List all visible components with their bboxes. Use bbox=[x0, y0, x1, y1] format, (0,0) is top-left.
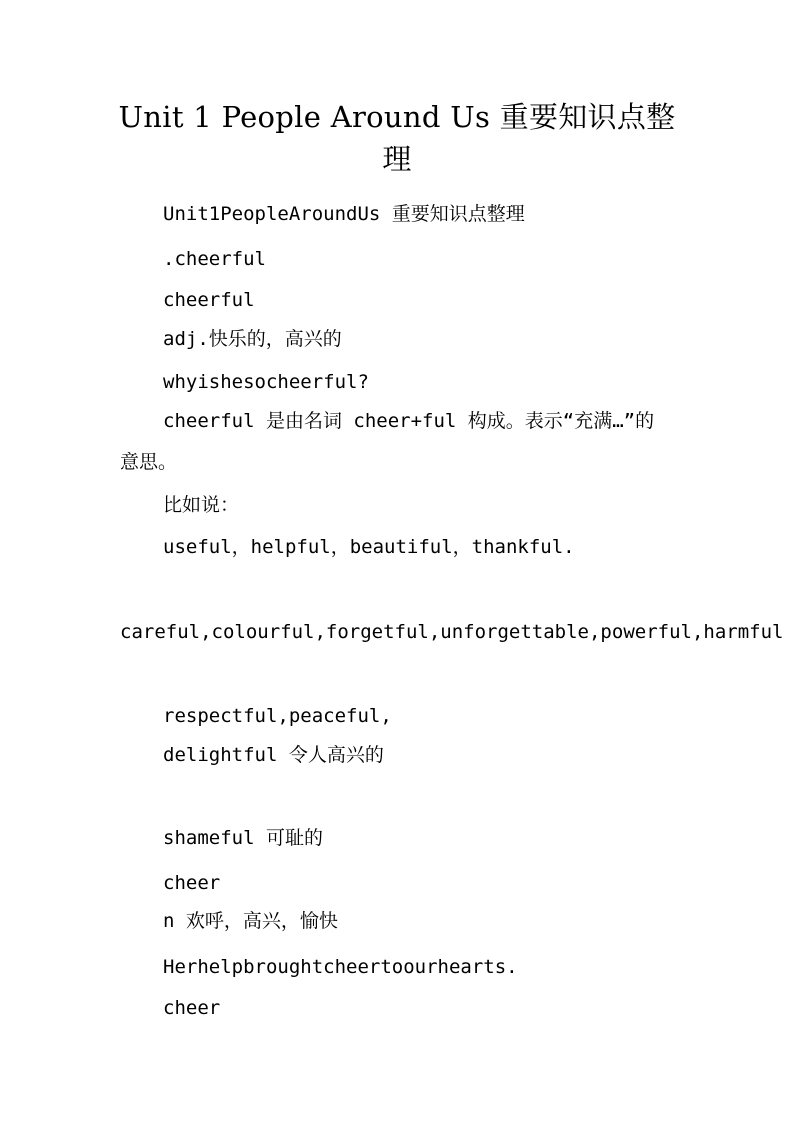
text-line: cheer bbox=[163, 872, 221, 894]
subtitle-line: Unit1PeopleAroundUs 重要知识点整理 bbox=[163, 203, 525, 225]
text-line: n 欢呼，高兴，愉快 bbox=[163, 910, 338, 932]
text-line: cheerful bbox=[163, 289, 255, 311]
text-line: whyishesocheerful? bbox=[163, 371, 369, 393]
text-line: Herhelpbroughtcheertoourhearts. bbox=[163, 956, 518, 978]
text-line: shameful 可耻的 bbox=[163, 827, 323, 849]
text-line: useful，helpful，beautiful，thankful. bbox=[163, 536, 575, 558]
text-line: 比如说： bbox=[163, 494, 240, 516]
text-line: .cheerful bbox=[163, 248, 266, 270]
text-line: adj.快乐的，高兴的 bbox=[163, 328, 342, 350]
text-line: cheer bbox=[163, 997, 221, 1019]
text-paragraph: cheerful 是由名词 cheer+ful 构成。表示“充满…”的意思。 bbox=[120, 410, 655, 473]
text-line: respectful,peaceful, bbox=[163, 705, 392, 727]
page-title: Unit 1 People Around Us 重要知识点整理 bbox=[118, 100, 676, 176]
text-paragraph: careful,colourful,forgetful,unforgettable,powerful,harmful bbox=[120, 621, 784, 643]
text-line: delightful 令人高兴的 bbox=[163, 744, 384, 766]
